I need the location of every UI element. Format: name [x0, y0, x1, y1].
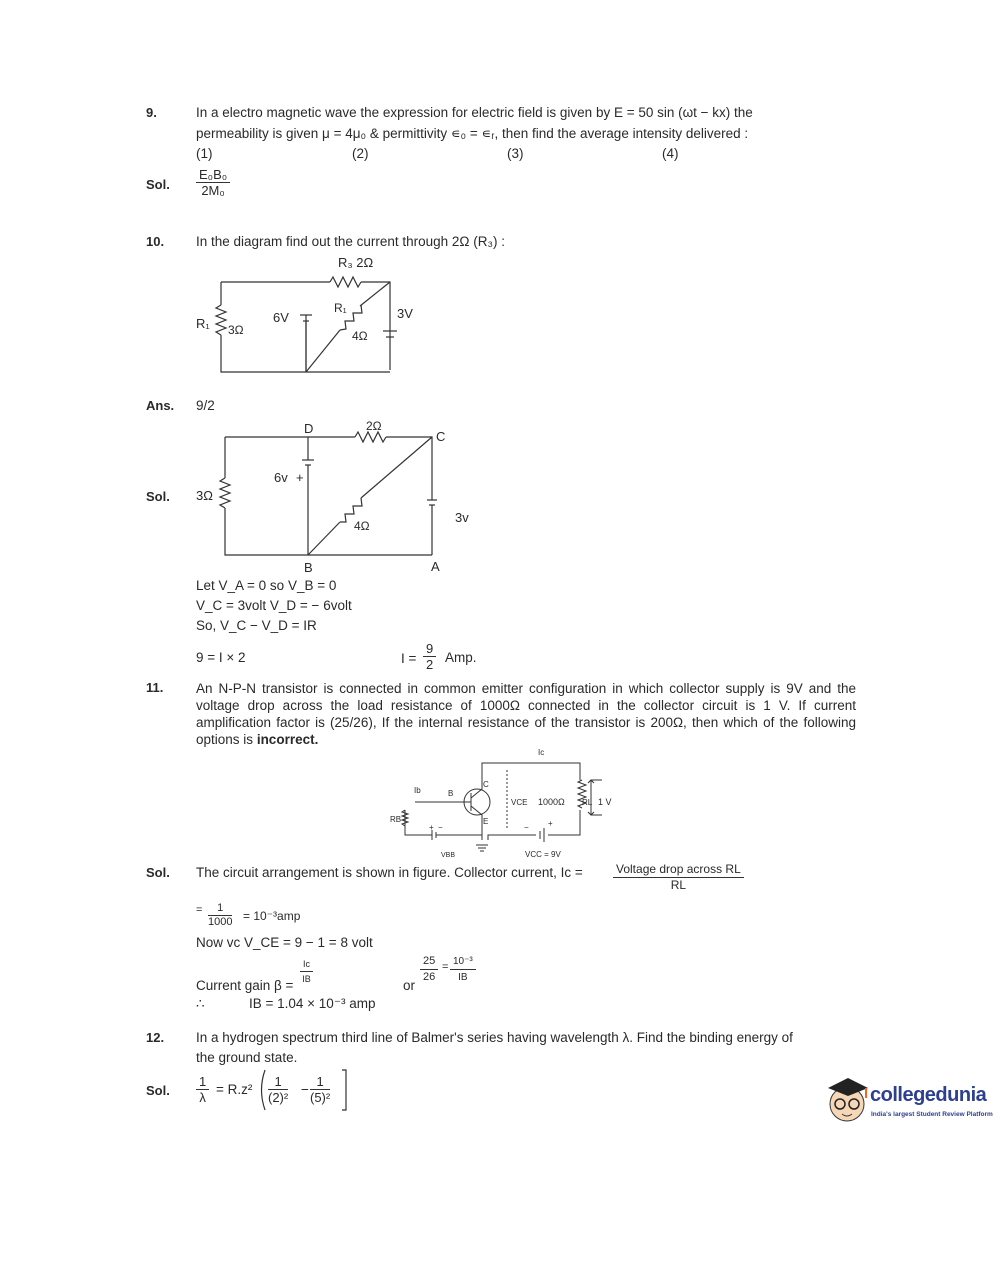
q12-sol-label: Sol. — [146, 1083, 170, 1098]
q10-c2-c: C — [436, 429, 446, 444]
q11-c-ib: Ib — [414, 786, 421, 795]
q11-eq2: Now vc V_CE = 9 − 1 = 8 volt — [196, 935, 373, 950]
q9-option-2: (2) — [352, 146, 369, 161]
q10-ans-value: 9/2 — [196, 398, 215, 413]
q12-term1 — [268, 1074, 288, 1105]
q10-c2-r4: 4Ω — [354, 519, 370, 533]
q11-ratio-den1: 26 — [423, 971, 436, 983]
q11-c-vcc: VCC = 9V — [525, 850, 561, 859]
q11-ratio-num1: 25 — [420, 954, 438, 970]
q12-t1-den: (2)² — [268, 1090, 289, 1105]
q11-c-v1: 1 V — [598, 797, 612, 807]
q10-c2-d: D — [304, 421, 314, 436]
q11-sol-label: Sol. — [146, 865, 170, 880]
q9-sol-fraction — [196, 167, 230, 198]
q11-label: 11. — [146, 680, 164, 695]
q12-label: 12. — [146, 1030, 165, 1045]
q11-c-b: B — [448, 789, 454, 798]
q11-question-text: An N-P-N transistor is connected in common emitter configuration in which collector supply is 9V and the voltage drop across the load resistance of 1000Ω connected in the collector circuit is 1 V. If current amplification factor is (25/26), If the internal resistance of the transistor is 200Ω, then which of the following options is — [196, 681, 856, 747]
q11-ratio-den2: IB — [458, 972, 468, 983]
q11-ratio-num2: 10⁻³ — [450, 954, 476, 970]
q12-line2: the ground state. — [196, 1050, 298, 1065]
q10-c1-v6: 6V — [273, 310, 289, 325]
q11-question — [196, 680, 856, 748]
q10-c2-r3: 3Ω — [196, 488, 213, 503]
q11-c-ic: Ic — [538, 748, 545, 757]
q12-t2-num: 1 — [310, 1074, 330, 1090]
q11-ratio-eq: = — [442, 961, 449, 973]
q11-gain-label: Current gain β = — [196, 978, 294, 993]
q11-c-plus-b: + — [429, 823, 434, 832]
q12-f-num: 1 — [196, 1074, 209, 1090]
q11-therefore: ∴ — [196, 996, 205, 1011]
q11-question-bold: incorrect. — [256, 732, 319, 747]
q11-gain-frac — [300, 957, 313, 986]
q10-step-2: V_C = 3volt V_D = − 6volt — [196, 598, 352, 613]
q11-sol-frac-den: RL — [670, 878, 687, 892]
q10-ans-label: Ans. — [146, 398, 175, 413]
q9-label: 9. — [146, 105, 157, 120]
q10-c2-v3: 3v — [455, 510, 469, 525]
q9-option-4: (4) — [662, 146, 679, 161]
q10-eq-frac — [423, 641, 436, 672]
q12-term2 — [310, 1074, 330, 1105]
q11-eq1-den: 1000 — [208, 916, 233, 928]
q10-step-3: So, V_C − V_D = IR — [196, 618, 317, 633]
q12-rz: = R.z² — [216, 1082, 253, 1097]
q11-c-plus-c: + — [548, 819, 553, 828]
q11-ratio-frac-1 — [420, 954, 438, 985]
q11-c-e: E — [483, 817, 489, 826]
q10-c2-a: A — [431, 559, 440, 574]
q11-eq1-num: 1 — [208, 902, 232, 916]
q9-option-3: (3) — [507, 146, 524, 161]
q11-ib-result: IB = 1.04 × 10⁻³ amp — [249, 996, 376, 1011]
q10-c2-r2: 2Ω — [366, 419, 382, 433]
q11-eq1-eq: = — [196, 904, 203, 916]
q10-eq-i: I = — [401, 651, 417, 666]
q9-line1: In a electro magnetic wave the expression for electric field is given by E = 50 sin (ωt − kx) the — [196, 105, 753, 120]
q12-t1-num: 1 — [268, 1074, 288, 1090]
q11-eq1-frac — [208, 902, 232, 929]
q9-option-1: (1) — [196, 146, 213, 161]
q12-line1: In a hydrogen spectrum third line of Balmer's series having wavelength λ. Find the binding energy of — [196, 1030, 793, 1045]
q11-c-vbb: VBB — [441, 852, 456, 859]
q11-c-minus-b: − — [438, 823, 443, 832]
q10-c2-plus: + — [296, 470, 304, 485]
q11-eq1-rest: = 10⁻³amp — [243, 909, 301, 923]
q9-sol-label: Sol. — [146, 177, 170, 192]
q11-sol-frac-num: Voltage drop across RL — [613, 862, 744, 878]
q11-sol-frac — [613, 862, 744, 893]
q9-sol-den: 2M₀ — [201, 183, 225, 198]
q11-c-rl: RL — [582, 798, 593, 807]
q11-ratio-frac-2 — [450, 954, 476, 985]
q11-or: or — [403, 978, 416, 993]
q9-line2: permeability is given μ = 4μ₀ & permittivity ∊₀ = ∊ᵣ, then find the average intensity delivered : — [196, 126, 749, 141]
q12-f-den: λ — [199, 1090, 206, 1105]
q10-c1-r1a: R₁ — [196, 316, 210, 331]
q11-c-vce: VCE — [511, 798, 528, 807]
q11-c-r: 1000Ω — [538, 797, 565, 807]
q10-question: In the diagram find out the current through 2Ω (R₃) : — [196, 234, 505, 249]
q10-eq-num: 9 — [423, 641, 436, 657]
q11-c-minus-c: − — [524, 823, 529, 832]
q10-eq-den: 2 — [426, 657, 434, 672]
q11-gain-num: Ic — [300, 957, 313, 972]
q10-label: 10. — [146, 234, 165, 249]
q10-eq-unit: Amp. — [445, 650, 477, 665]
q10-c2-b: B — [304, 560, 313, 575]
q11-c-c: C — [483, 780, 489, 789]
q10-sol-label: Sol. — [146, 489, 170, 504]
q12-frac-lambda — [196, 1074, 209, 1105]
q10-c1-r1a-val: 3Ω — [228, 323, 244, 337]
q11-gain-den: IB — [302, 974, 311, 984]
q10-c2-v6: 6v — [274, 470, 288, 485]
collegedunia-logo: collegedunia — [870, 1084, 987, 1106]
collegedunia-tagline: India's largest Student Review Platform — [871, 1111, 993, 1118]
q12-t2-den: (5)² — [310, 1090, 331, 1105]
q11-sol-text: The circuit arrangement is shown in figure. Collector current, Ic = — [196, 865, 583, 880]
q10-step-1: Let V_A = 0 so V_B = 0 — [196, 578, 337, 593]
q10-c1-r1b-val: 4Ω — [352, 329, 368, 343]
q12-minus: − — [301, 1082, 309, 1097]
q10-c1-r3: R₃ 2Ω — [338, 255, 374, 270]
q9-sol-num: E₀B₀ — [196, 167, 230, 183]
q10-eq-left: 9 = I × 2 — [196, 650, 246, 665]
q10-c1-r1b: R₁ — [334, 301, 347, 315]
q10-c1-v3: 3V — [397, 306, 413, 321]
q11-c-rb: RB — [390, 815, 402, 824]
